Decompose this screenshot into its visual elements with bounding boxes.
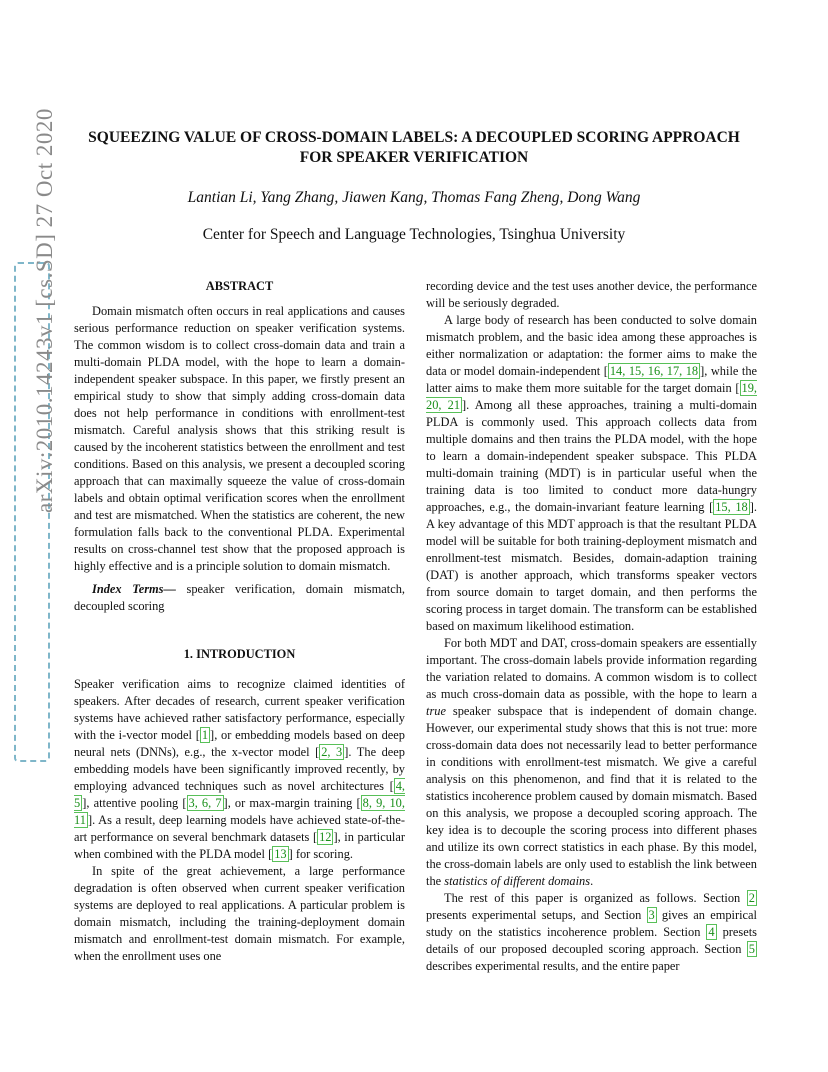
text-span: presets details of our proposed decoupled scoring approach. Section [426,925,757,956]
text-span: , or max-margin training [227,796,357,810]
text-span: . Among all these approaches, training a multi-domain PLDA is commonly used. This approach collects data from multiple domains and then trains the PLDA model, with the hope to learn a domain-independent speaker subspace. This PLDA multi-domain training (MDT) is in particular useful when the training data is too limited to conduct more data-hungry approaches, e.g., the domain-invariant feature learning [426,398,757,514]
title-line-1: SQUEEZING VALUE OF CROSS-DOMAIN LABELS: A DECOUPLED SCORING APPROACH [88,129,740,146]
citation-link[interactable]: 12 [319,830,332,844]
left-column [74,278,405,965]
text-span: for scoring. [292,847,353,861]
text-span: presents experimental setups, and Section [426,908,647,922]
text-span: A large body of research has been conducted to solve domain mismatch problem, and the basic idea among these approaches is either normalization or adaptation: the former aims to make the data or model domain-independent [426,313,757,378]
abstract-body: Domain mismatch often occurs in real applications and causes serious performance reduction on speaker verification systems. The common wisdom is to collect cross-domain data and train a multi-domain PLDA model, with the hope to learn a domain-independent speaker subspace. In this paper, we firstly present an empirical study to show that simply adding cross-domain data does not help performance in conditions with enrollment-test mismatch. Careful analysis shows that this striking result is caused by the incoherent statistics between the enrollment and test conditions. Based on this analysis, we present a decoupled scoring approach that can maximally squeeze the value of cross-domain labels and obtain optimal verification scores when the enrollment and test are mismatched. When the statistics are coherent, the new formulation falls back to the conventional PLDA. Experimental results on cross-channel test show that the proposed approach is highly effective and is a principle solution to domain mismatch. [74,304,405,573]
section-link[interactable]: 4 [708,925,715,939]
section-link[interactable]: 5 [748,942,755,956]
index-terms-label: Index Terms— [92,582,176,596]
text-span: . As a result, deep learning models have achieved state-of-the-art performance on several benchmark datasets [74,813,405,844]
author-list: Lantian Li, Yang Zhang, Jiawen Kang, Thomas Fang Zheng, Dong Wang [187,189,641,206]
text-span: , in particular when combined with the PLDA model [74,830,406,861]
text-span: speaker subspace that is independent of domain change. However, our experimental study shows that this is not true: more cross-domain data does not necessarily lead to better performance in conditions with enrollment-test mismatch. We give a careful analysis on this phenomenon, and find that it is related to the statistics incoherence problem caused by domain mismatch. Based on this analysis, we propose a decoupled scoring approach. The key idea is to decouple the scoring process into different phases and utilize its own correct statistics in each phase. By this model, the cross-domain labels are only used to establish the link between the [426,704,757,888]
citation-link[interactable]: 2, 3 [321,745,343,759]
affiliation: Center for Speech and Language Technologies, Tsinghua University [202,226,626,243]
intro-paragraph-2: In spite of the great achievement, a large performance degradation is often observed when current speaker verification systems are deployed to real applications. A particular problem is domain mismatch, including the training-deployment domain mismatch and enrollment-test domain mismatch. For example, when the enrollment uses one [74,864,405,963]
text-span: describes experimental results, and the entire paper [426,959,680,973]
emphasis-text: true [426,704,446,718]
text-span: For both MDT and DAT, cross-domain speakers are essentially important. The cross-domain labels provide information regarding the variation related to domains. A common wisdom is to collect as much cross-domain data as possible, with the hope to learn a [426,636,757,701]
text-span: gives an empirical study on the statistics incoherence problem. Section [426,908,757,939]
citation-link[interactable]: 13 [274,847,287,861]
citation-link[interactable]: 4, 5 [74,779,405,810]
index-terms-text: speaker verification, domain mismatch, decoupled scoring [74,582,405,613]
text-span: . [590,874,594,888]
text-span: . The deep embedding models have been significantly improved recently, by employing advanced techniques such as novel architectures [74,745,405,793]
introduction-heading: 1. INTRODUCTION [183,647,296,661]
index-terms [74,581,405,615]
abstract-heading: ABSTRACT [205,279,274,293]
text-span: The rest of this paper is organized as follows. Section [444,891,747,905]
text-span: , or embedding models based on deep neural nets (DNNs), e.g., the x-vector model [74,728,405,759]
citation-link[interactable]: 3, 6, 7 [188,796,222,810]
intro-paragraph-1: Speaker verification aims to recognize claimed identities of speakers. After decades of research, current speaker verification systems have achieved rather satisfactory performance, especially with the i-vector model [ 1 ], or embedding models based on deep neural nets (DNNs), e.g., the x-vector model [ 2, 3 ]. The deep embedding models have been significantly improved recently, by employing advanced techniques such as novel architectures [ 4, 5 ], attentive pooling [ 3, 6, 7 ], or max-margin training [ 8, 9, 10, 11 ]. As a result, deep learning models have achieved state-of-the-art performance on several benchmark datasets [ 12 ], in particular when combined with the PLDA model [ 13 ] for scoring. [74,677,406,861]
intro-paragraph-continued: recording device and the test uses another device, the performance will be seriously degraded. [426,279,757,310]
citation-link[interactable]: 15, 18 [715,500,748,514]
section-link[interactable]: 3 [648,908,655,922]
citation-link[interactable]: 14, 15, 16, 17, 18 [609,364,699,378]
intro-paragraph-5 [426,890,757,975]
text-span: . A key advantage of this MDT approach is that the resultant PLDA model will be suitable for both training-deployment mismatch and enrollment-test mismatch. Besides, domain-adaption training (DAT) is another approach, which transforms speaker vectors from source domain to target domain, and then performs the scoring process in target domain. The transform can be established based on maximum likelihood estimation. [426,500,757,633]
emphasis-text: statistics of different domains [444,874,591,888]
paper-title [60,128,768,168]
citation-link[interactable]: 1 [201,728,209,742]
text-span: , while the latter aims to make them more suitable for the target domain [426,364,758,395]
text-span: Speaker verification aims to recognize claimed identities of speakers. After decades of research, current speaker verification systems have achieved rather satisfactory performance, especially with the i-vector model [74,677,405,742]
title-line-2: FOR SPEAKER VERIFICATION [299,149,529,166]
section-link[interactable]: 2 [748,891,755,905]
right-column [426,278,757,975]
citation-link[interactable]: 8, 9, 10, 11 [74,796,405,827]
text-span: , attentive pooling [86,796,183,810]
citation-link[interactable]: 19, 20, 21 [426,381,757,412]
arxiv-identifier[interactable]: arXiv:2010.14243v1 [cs.SD] 27 Oct 2020 [32,108,57,513]
intro-paragraph-4 [426,635,757,890]
intro-paragraph-3: A large body of research has been conducted to solve domain mismatch problem, and the basic idea among these approaches is either normalization or adaptation: the former aims to make the data or model domain-independent [ 14, 15, 16, 17, 18 ], while the latter aims to make them more suitable for the target domain [ 19, 20, 21 ]. Among all these approaches, training a multi-domain PLDA is commonly used. This approach collects data from multiple domains and then trains the PLDA model, with the hope to learn a domain-independent speaker subspace. This PLDA multi-domain training (MDT) is in particular useful when the training data is too limited to conduct more data-hungry approaches, e.g., the domain-invariant feature learning [ 15, 18 ]. A key advantage of this MDT approach is that the resultant PLDA model will be suitable for both training-deployment mismatch and enrollment-test mismatch. Besides, domain-adaption training (DAT) is another approach, which transforms speaker vectors from source domain to target domain, and then performs the scoring process in target domain. The transform can be established based on maximum likelihood estimation. [426,313,758,633]
